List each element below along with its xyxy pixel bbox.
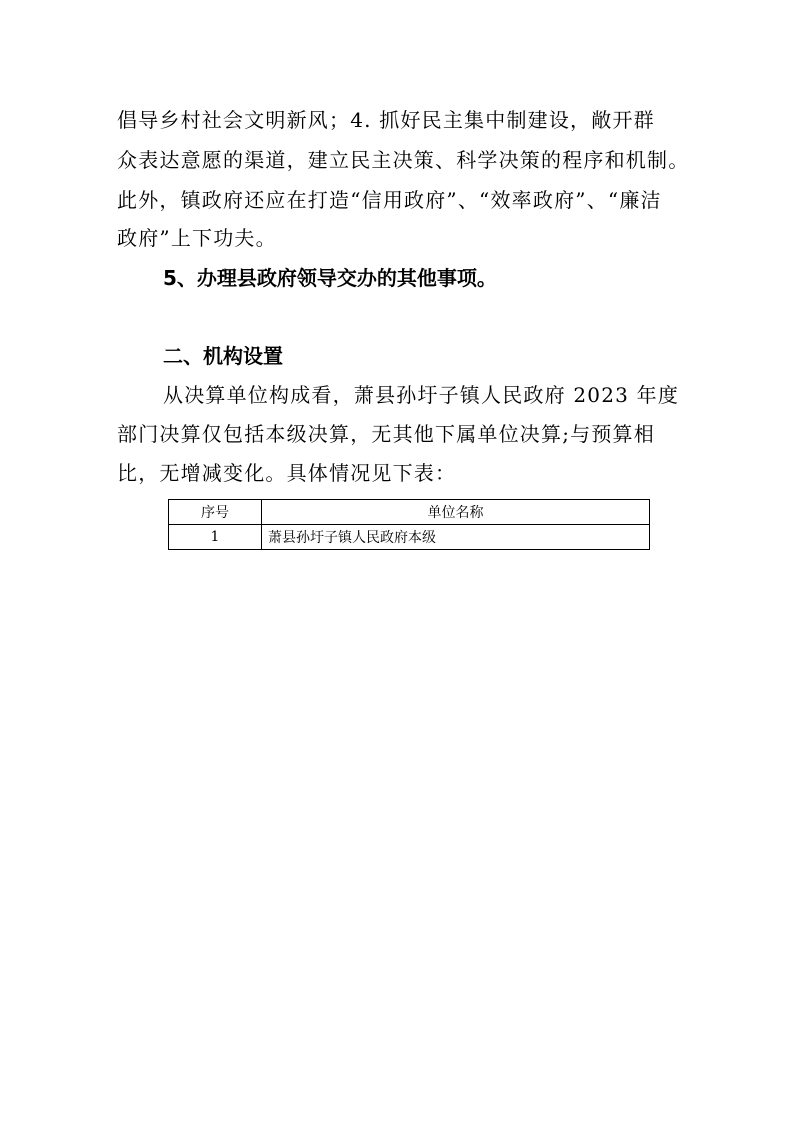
- section-heading: 二、机构设置: [163, 344, 283, 368]
- units-table-wrapper: [168, 499, 650, 550]
- item-5-text: 5、办理县政府领导交办的其他事项。: [163, 266, 497, 290]
- table-row: [169, 525, 650, 550]
- cell-seq: 1: [169, 525, 262, 550]
- paragraph-line: 从决算单位构成看，萧县孙圩子镇人民政府 2023 年度: [163, 383, 680, 407]
- header-unit-name: 单位名称: [262, 500, 650, 525]
- units-table: [168, 499, 650, 550]
- table-header-row: [169, 500, 650, 525]
- paragraph-line: 此外，镇政府还应在打造“信用政府”、“效率政府”、“廉洁: [117, 188, 662, 212]
- header-seq: 序号: [169, 500, 262, 525]
- cell-unit-name: 萧县孙圩子镇人民政府本级: [262, 525, 650, 550]
- paragraph-line: 政府”上下功夫。: [117, 226, 277, 250]
- paragraph-line: 众表达意愿的渠道，建立民主决策、科学决策的程序和机制。: [117, 148, 690, 172]
- paragraph-line: 比，无增减变化。具体情况见下表：: [117, 461, 457, 485]
- paragraph-line: 倡导乡村社会文明新风；4. 抓好民主集中制建设，敞开群: [117, 108, 655, 132]
- paragraph-line: 部门决算仅包括本级决算，无其他下属单位决算;与预算相: [117, 422, 655, 446]
